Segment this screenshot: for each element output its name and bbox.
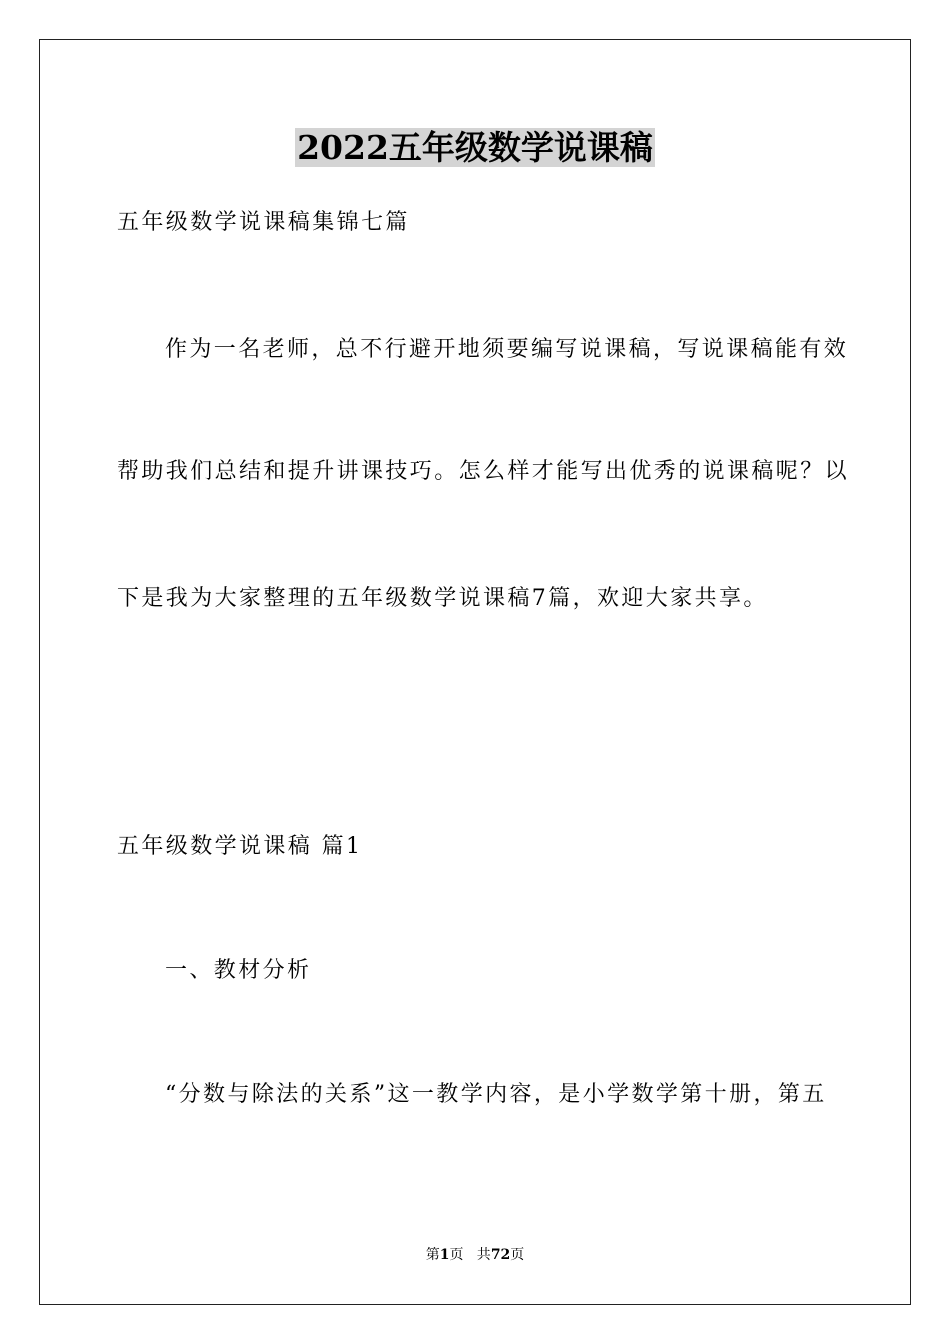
document-title (0, 126, 950, 170)
document-title-text: 2022五年级数学说课稿 (297, 128, 653, 167)
footer-prefix: 第 (425, 1247, 440, 1263)
body-line: “分数与除法的关系”这一教学内容，是小学数学第十册，第五 (165, 1082, 827, 1107)
intro-line-1: 作为一名老师，总不行避开地须要编写说课稿，写说课稿能有效 (165, 337, 849, 362)
subsection-heading: 一、教材分析 (165, 958, 312, 983)
section-heading: 五年级数学说课稿 篇1 (117, 834, 363, 859)
page-footer (0, 1245, 950, 1265)
footer-page-number: 1 (439, 1247, 450, 1263)
intro-line-2: 帮助我们总结和提升讲课技巧。怎么样才能写出优秀的说课稿呢？以 (117, 459, 850, 484)
footer-middle: 页 共 (449, 1247, 491, 1263)
intro-line-3: 下是我为大家整理的五年级数学说课稿7篇，欢迎大家共享。 (117, 586, 768, 611)
document-subtitle: 五年级数学说课稿集锦七篇 (117, 210, 410, 235)
footer-suffix: 页 (510, 1247, 525, 1263)
footer-total-pages: 72 (490, 1247, 511, 1263)
